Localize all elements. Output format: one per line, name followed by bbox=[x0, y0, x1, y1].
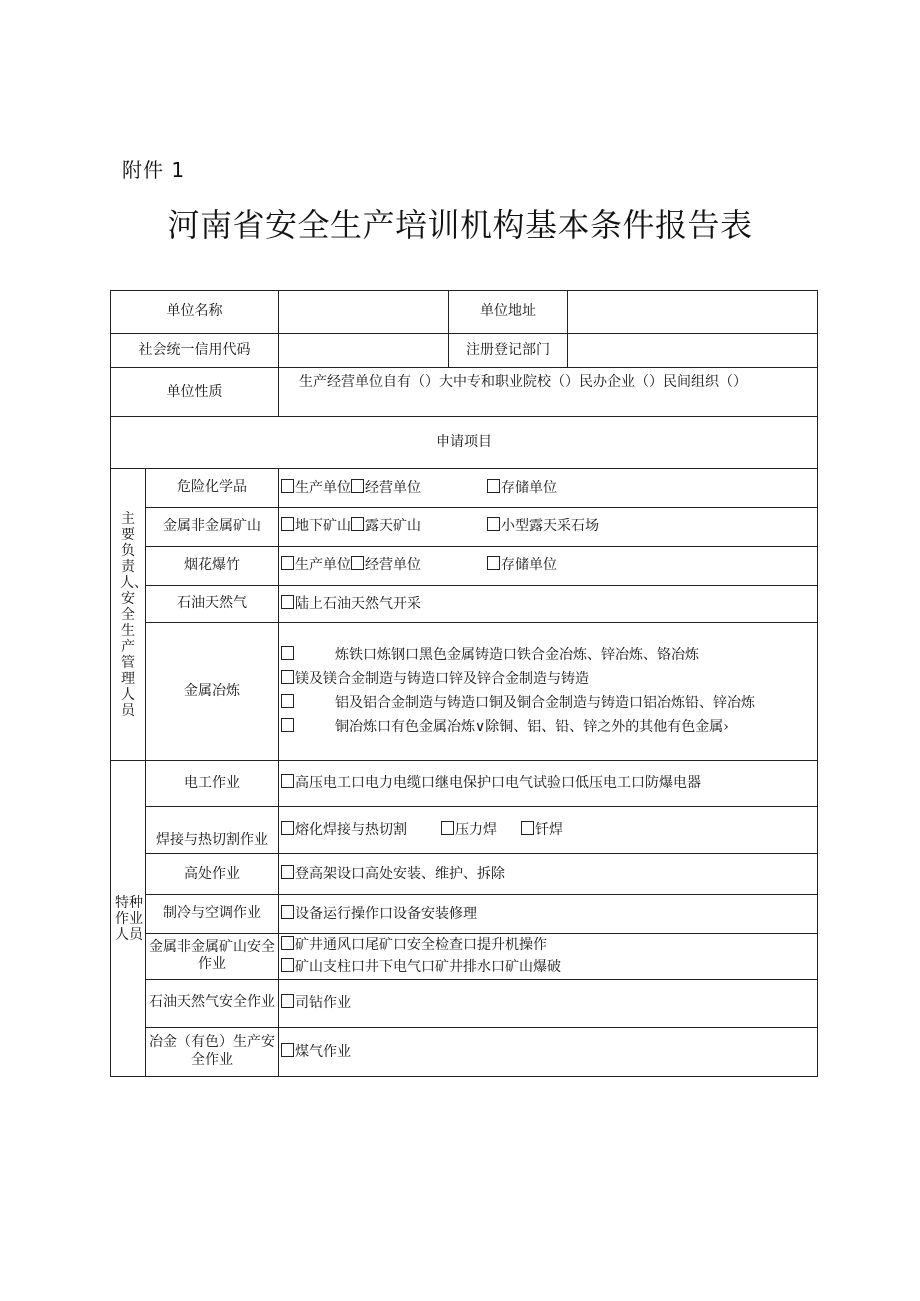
g1-hazchem-label: 危险化学品 bbox=[146, 469, 279, 507]
option-line: 设备运行操作口设备安装修理 bbox=[295, 905, 477, 922]
checkbox[interactable] bbox=[487, 479, 500, 493]
group-special-label: 特种作业人员 bbox=[111, 761, 146, 1077]
option-label: 经营单位 bbox=[365, 479, 421, 496]
checkbox[interactable] bbox=[351, 517, 364, 531]
checkbox[interactable] bbox=[487, 517, 500, 531]
g2-metallurgy-options bbox=[279, 1027, 818, 1076]
checkbox[interactable] bbox=[281, 556, 294, 570]
g2-mine-options bbox=[279, 933, 818, 979]
g2-oilgas-options bbox=[279, 979, 818, 1027]
option-line: 镁及镁合金制造与铸造口锌及锌合金制造与铸造 bbox=[295, 671, 589, 688]
unit-nature-label: 单位性质 bbox=[111, 368, 279, 417]
g2-oilgas-label: 石油天然气安全作业 bbox=[146, 979, 279, 1027]
g2-mine-label: 金属非金属矿山安全作业 bbox=[146, 933, 279, 979]
g1-metal-options bbox=[279, 622, 818, 760]
g2-row-mine bbox=[111, 933, 818, 979]
checkbox[interactable] bbox=[281, 479, 294, 493]
g1-oilgas-label: 石油天然气 bbox=[146, 585, 279, 622]
unit-nature-row bbox=[111, 368, 818, 417]
g2-electric-label: 电工作业 bbox=[146, 761, 279, 807]
checkbox[interactable] bbox=[281, 670, 294, 684]
g1-row-metal bbox=[111, 622, 818, 760]
checkbox[interactable] bbox=[281, 694, 294, 708]
g2-refrig-label: 制冷与空调作业 bbox=[146, 895, 279, 933]
option-label: 地下矿山 bbox=[295, 518, 351, 535]
option-line: 炼铁口炼钢口黑色金属铸造口铁合金冶炼、锌冶炼、铬冶炼 bbox=[335, 647, 699, 664]
option-line: 矿山支柱口井下电气口矿井排水口矿山爆破 bbox=[295, 959, 561, 976]
option-label: 小型露天采石场 bbox=[501, 518, 599, 535]
checkbox[interactable] bbox=[487, 556, 500, 570]
credit-code-label: 社会统一信用代码 bbox=[111, 334, 279, 368]
g2-row-welding bbox=[111, 807, 818, 854]
checkbox[interactable] bbox=[281, 936, 294, 950]
unit-nature-options[interactable]: 生产经营单位自有（）大中专和职业院校（）民办企业（）民间组织（） bbox=[279, 368, 818, 417]
option-line: 铝及铝合金制造与铸造口铜及铜合金制造与铸造口铝冶炼铅、锌冶炼 bbox=[335, 695, 755, 712]
g1-fireworks-options bbox=[279, 546, 818, 585]
g2-welding-label: 焊接与热切割作业 bbox=[146, 807, 279, 854]
g2-row-refrig bbox=[111, 895, 818, 933]
report-form-table bbox=[110, 290, 818, 1077]
group-mgmt-label: 主要负责人、安全生产管理人员 bbox=[111, 469, 146, 761]
option-label: 熔化焊接与热切割 bbox=[295, 822, 407, 839]
credit-code-row bbox=[111, 334, 818, 368]
g2-row-oilgas bbox=[111, 979, 818, 1027]
checkbox[interactable] bbox=[441, 821, 454, 835]
option-label: 压力焊 bbox=[455, 822, 497, 839]
g1-oilgas-options bbox=[279, 585, 818, 622]
checkbox[interactable] bbox=[281, 595, 294, 609]
checkbox[interactable] bbox=[281, 994, 294, 1008]
unit-address-label: 单位地址 bbox=[449, 291, 568, 334]
option-label: 生产单位 bbox=[295, 557, 351, 574]
unit-address-field[interactable] bbox=[568, 291, 818, 334]
unit-name-field[interactable] bbox=[279, 291, 449, 334]
g2-row-electric bbox=[111, 761, 818, 807]
g1-hazchem-options bbox=[279, 469, 818, 507]
checkbox[interactable] bbox=[281, 958, 294, 972]
attachment-label: 附件 1 bbox=[122, 158, 186, 182]
g2-row-height bbox=[111, 854, 818, 895]
credit-code-field[interactable] bbox=[279, 334, 449, 368]
option-label: 经营单位 bbox=[365, 557, 421, 574]
g1-row-hazchem bbox=[111, 469, 818, 507]
checkbox[interactable] bbox=[281, 821, 294, 835]
reg-dept-label: 注册登记部门 bbox=[449, 334, 568, 368]
g2-refrig-options bbox=[279, 895, 818, 933]
g2-electric-options bbox=[279, 761, 818, 807]
checkbox[interactable] bbox=[281, 646, 294, 660]
option-label: 钎焊 bbox=[535, 822, 563, 839]
option-label: 生产单位 bbox=[295, 479, 351, 496]
g1-row-fireworks bbox=[111, 546, 818, 585]
checkbox[interactable] bbox=[281, 774, 294, 788]
option-line: 登高架设口高处安装、维护、拆除 bbox=[295, 866, 505, 883]
checkbox[interactable] bbox=[521, 821, 534, 835]
unit-name-label: 单位名称 bbox=[111, 291, 279, 334]
option-line: 司钻作业 bbox=[295, 994, 351, 1011]
option-line: 高压电工口电力电缆口继电保护口电气试验口低压电工口防爆电器 bbox=[295, 775, 701, 792]
unit-name-row bbox=[111, 291, 818, 334]
g2-metallurgy-label: 冶金（有色）生产安全作业 bbox=[146, 1027, 279, 1076]
option-line: 铜冶炼口有色金属冶炼∨除铜、铝、铅、锌之外的其他有色金属› bbox=[335, 719, 729, 736]
checkbox[interactable] bbox=[281, 517, 294, 531]
g2-row-metallurgy bbox=[111, 1027, 818, 1076]
checkbox[interactable] bbox=[351, 556, 364, 570]
g1-metal-label: 金属冶炼 bbox=[146, 622, 279, 760]
g1-mine-options bbox=[279, 507, 818, 546]
g1-row-oilgas bbox=[111, 585, 818, 622]
g1-row-mine bbox=[111, 507, 818, 546]
g2-height-label: 高处作业 bbox=[146, 854, 279, 895]
page-title: 河南省安全生产培训机构基本条件报告表 bbox=[167, 206, 753, 244]
apply-header-row bbox=[111, 417, 818, 469]
option-label: 陆上石油天然气开采 bbox=[295, 595, 421, 612]
checkbox[interactable] bbox=[351, 479, 364, 493]
option-label: 露天矿山 bbox=[365, 518, 421, 535]
checkbox[interactable] bbox=[281, 905, 294, 919]
g2-height-options bbox=[279, 854, 818, 895]
g2-welding-options bbox=[279, 807, 818, 854]
g1-fireworks-label: 烟花爆竹 bbox=[146, 546, 279, 585]
g1-mine-label: 金属非金属矿山 bbox=[146, 507, 279, 546]
apply-header: 申请项目 bbox=[111, 417, 818, 469]
checkbox[interactable] bbox=[281, 1043, 294, 1057]
option-line: 矿井通风口尾矿口安全检查口提升机操作 bbox=[295, 937, 547, 954]
option-line: 煤气作业 bbox=[295, 1043, 351, 1060]
reg-dept-field[interactable] bbox=[568, 334, 818, 368]
checkbox[interactable] bbox=[281, 865, 294, 879]
option-label: 存储单位 bbox=[501, 557, 557, 574]
option-label: 存储单位 bbox=[501, 479, 557, 496]
checkbox[interactable] bbox=[281, 718, 294, 732]
